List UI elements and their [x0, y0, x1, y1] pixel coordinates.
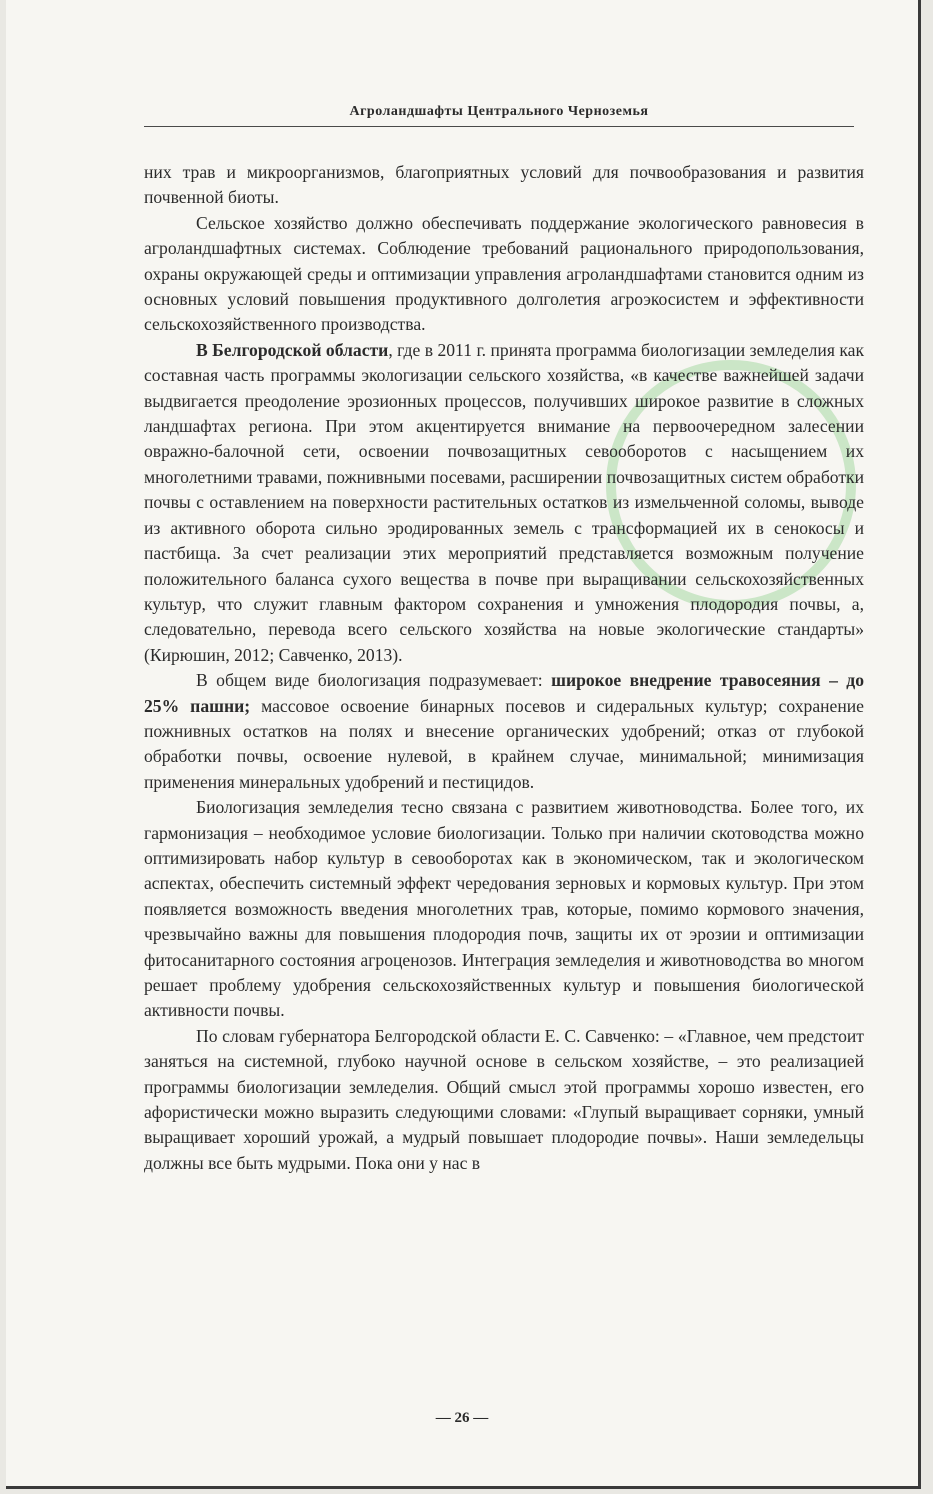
bold-phrase: широкое внедрение травосеяния – до 25% пашни; [144, 670, 864, 716]
paragraph-text: В общем виде биологизация подразумевает: [196, 670, 552, 691]
paragraph: Биологизация земледелия тесно связана с развитием животноводства. Более того, их гармонизация – необходимое условие биологизации. Только при наличии скотоводства можно оптимизировать набор культур в севооборотах как в экономическом, так и экологическом аспектах, обеспечить системный эффект чередования зерновых и кормовых культур. При этом появляется возможность введения многолетних трав, которые, помимо кормового значения, чрезвычайно важны для повышения плодородия почв, защиты их от эрозии и оптимизации фитосанитарного состояния агроценозов. Интеграция земледелия и животноводства во многом решает проблему удобрения сельскохозяйственных культур и повышения биологической активности почвы. [144, 797, 864, 1021]
body-text [144, 160, 864, 1176]
paragraph-text: , где в 2011 г. принята программа биологизации земледелия как составная часть программы экологизации сельского хозяйства, «в качестве важнейшей задачи выдвигается преодоление эрозионных процессов, получивших широкое развитие в сложных ландшафтах региона. При этом акцентируется внимание на первоочередном залесении овражно-балочной сети, освоении почвозащитных севооборотов с насыщением их многолетними травами, пожнивными посевами, расширении почвозащитных систем обработки почвы с оставлением на поверхности растительных остатков из измельченной соломы, выводе из активного оборота сильно эродированных земель с трансформацией их в сенокосы и пастбища. За счет реализации этих мероприятий представляется возможным получение положительного баланса сухого вещества в почве при выращивании сельскохозяйственных культур, что служит главным фактором сохранения и умножения плодородия почвы, а, следовательно, перевода всего сельского хозяйства на новые экологические стандарты» (Кирюшин, 2012; Савченко, 2013). [144, 339, 864, 665]
paragraph [144, 668, 864, 795]
page-number: — 26 — [435, 1410, 489, 1426]
paragraph: По словам губернатора Белгородской области Е. С. Савченко: – «Главное, чем предстоит заняться на системной, глубоко научной основе в сельском хозяйстве, – это реализацией программы биологизации земледелия. Общий смысл этой программы хорошо известен, его афористически можно выразить следующими словами: «Глупый выращивает сорняки, умный выращивает хороший урожай, а мудрый повышает плодородие почвы». Наши земледельцы должны все быть мудрыми. Пока они у нас в [144, 1025, 864, 1173]
paragraph-continuation: них трав и микроорганизмов, благоприятных условий для почвообразования и развития почвенной биоты. [144, 162, 864, 208]
bold-phrase: В Белгородской области [196, 339, 389, 360]
running-head: Агроландшафты Центрального Черноземья [144, 104, 854, 127]
paragraph-text: массовое освоение бинарных посевов и сидеральных культур; сохранение пожнивных остатков на полях и внесение органических удобрений; отказ от глубокой обработки почвы, освоение нулевой, в крайнем случае, минимальной; минимизация применения минеральных удобрений и пестицидов. [144, 695, 864, 792]
book-page [6, 0, 921, 1489]
paragraph [144, 338, 864, 668]
paragraph: Сельское хозяйство должно обеспечивать поддержание экологического равновесия в агроландшафтных системах. Соблюдение требований рационального природопользования, охраны окружающей среды и оптимизации управления агроландшафтами становится одним из основных условий повышения продуктивного долголетия агроэкосистем и эффективности сельскохозяйственного производства. [144, 212, 864, 335]
